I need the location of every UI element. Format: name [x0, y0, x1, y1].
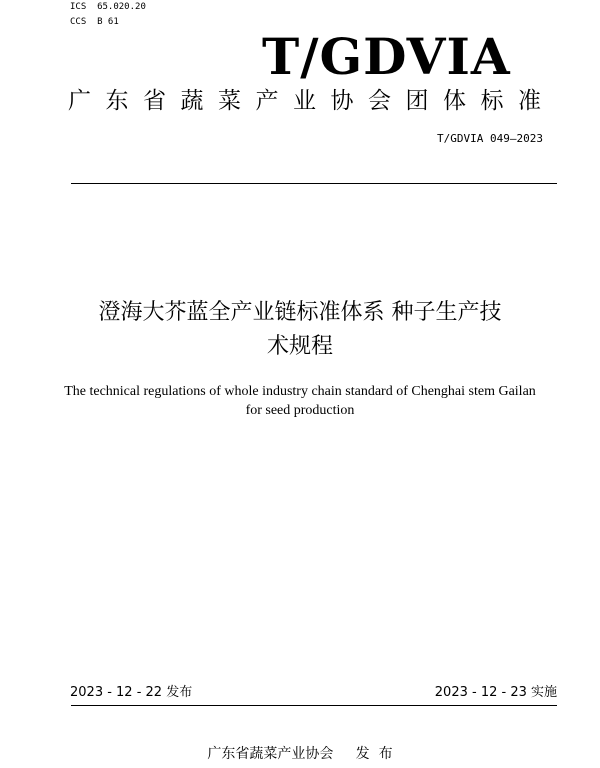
english-title-line2: for seed production	[245, 403, 355, 418]
publisher: 广东省蔬菜产业协会 发 布	[207, 746, 393, 762]
chinese-title-line2: 术规程	[266, 334, 333, 359]
chinese-title-line1: 澄海大芥蓝全产业链标准体系 种子生产技	[98, 300, 502, 325]
bottom-divider	[71, 705, 557, 706]
chinese-title	[60, 296, 540, 364]
top-divider	[71, 183, 557, 184]
standard-logo: T/GDVIA	[262, 27, 511, 86]
ics-code: ICS 65.020.20	[70, 2, 146, 12]
english-title-line1: The technical regulations of whole industry chain standard of Chenghai stem Gailan	[64, 384, 536, 399]
classification-codes	[70, 0, 146, 30]
issue-date: 2023 - 12 - 22 发布	[70, 685, 193, 700]
document-number: T/GDVIA 049—2023	[437, 132, 543, 145]
organization-title: 广东省蔬菜产业协会团体标准	[68, 88, 556, 114]
english-title	[60, 382, 540, 420]
ccs-code: CCS B 61	[70, 17, 119, 27]
implementation-date: 2023 - 12 - 23 实施	[434, 685, 557, 700]
